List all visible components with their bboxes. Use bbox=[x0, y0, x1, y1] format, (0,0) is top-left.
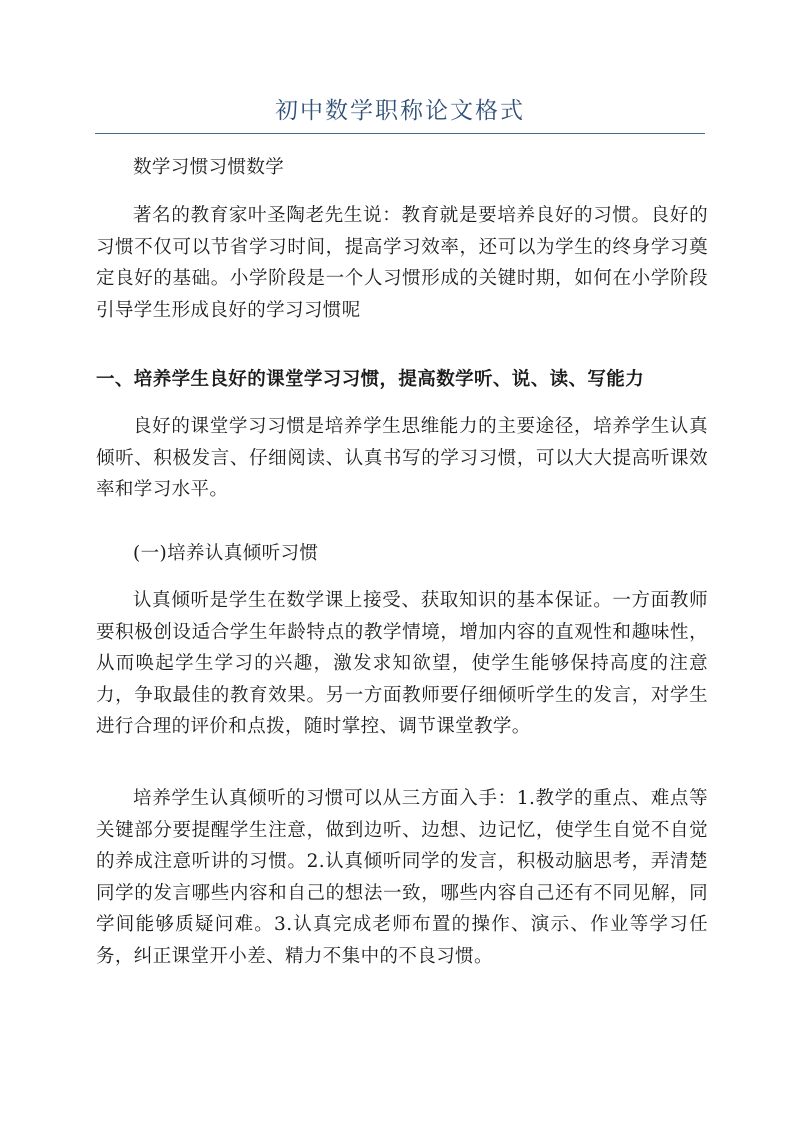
document-title: 初中数学职称论文格式 bbox=[275, 98, 525, 124]
subsection-one-heading: (一)培养认真倾听习惯 bbox=[133, 543, 319, 564]
section-one-body: 良好的课堂学习习惯是培养学生思维能力的主要途径，培养学生认真倾听、积极发言、仔细阅读、认真书写的学习习惯，可以大大提高听课效率和学习水平。 bbox=[96, 416, 708, 500]
title-underline bbox=[95, 133, 705, 134]
section-one-heading: 一、培养学生良好的课堂学习习惯，提高数学听、说、读、写能力 bbox=[96, 369, 645, 390]
methods-paragraph: 培养学生认真倾听的习惯可以从三方面入手：1.教学的重点、难点等关键部分要提醒学生注意，做到边听、边想、边记忆，使学生自觉不自觉的养成注意听讲的习惯。2.认真倾听同学的发言，积极动脑思考，弄清楚同学的发言哪些内容和自己的想法一致，哪些内容自己还有不同见解，同学间能够质疑问难。3.认真完成老师布置的操作、演示、作业等学习任务，纠正课堂开小差、精力不集中的不良习惯。 bbox=[96, 788, 708, 967]
intro-paragraph: 著名的教育家叶圣陶老先生说：教育就是要培养良好的习惯。良好的习惯不仅可以节省学习时间，提高学习效率，还可以为学生的终身学习奠定良好的基础。小学阶段是一个人习惯形成的关键时期，如何在小学阶段引导学生形成良好的学习习惯呢 bbox=[96, 205, 708, 321]
subtitle-paragraph: 数学习惯习惯数学 bbox=[133, 157, 285, 178]
listening-paragraph: 认真倾听是学生在数学课上接受、获取知识的基本保证。一方面教师要积极创设适合学生年龄特点的教学情境，增加内容的直观性和趣味性，从而唤起学生学习的兴趣，激发求知欲望，使学生能够保持高度的注意力，争取最佳的教育效果。另一方面教师要仔细倾听学生的发言，对学生进行合理的评价和点拨，随时掌控、调节课堂教学。 bbox=[96, 590, 708, 737]
